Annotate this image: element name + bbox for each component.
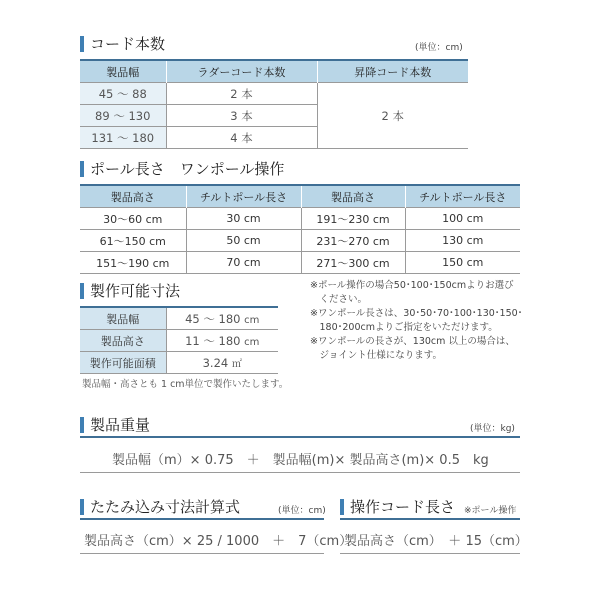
size-section-title — [80, 280, 180, 301]
section-marker-icon — [80, 161, 84, 177]
table-cell: 191～230 cm — [301, 208, 405, 230]
weight-bottom-line — [80, 472, 520, 473]
table-row — [80, 230, 520, 252]
size-value: 45 ～ 180 — [185, 311, 241, 326]
weight-formula: 製品幅（m）× 0.75 ＋ 製品幅(m)× 製品高さ(m)× 0.5 kg — [112, 453, 489, 468]
table-row — [80, 307, 278, 330]
table-cell: 151～190 cm — [80, 252, 186, 274]
header-cell: 製品高さ — [80, 185, 186, 208]
ladder-cell: 3 本 — [166, 105, 317, 127]
table-cell: 100 cm — [405, 208, 520, 230]
header-cell: チルトポール長さ — [186, 185, 301, 208]
table-cell: 231～270 cm — [301, 230, 405, 252]
fold-divider — [80, 518, 324, 520]
width-cell: 89 ～ 130 — [80, 105, 166, 127]
table-row — [80, 208, 520, 230]
cord-title-text: コード本数 — [90, 35, 166, 53]
pole-section-title — [80, 158, 284, 179]
section-marker-icon — [340, 499, 344, 515]
section-marker-icon — [80, 36, 84, 52]
width-cell: 45 ～ 88 — [80, 83, 166, 105]
note-line: 180･200cmよりご指定をいただけます。 — [310, 322, 498, 333]
header-cell: 製品幅 — [80, 60, 166, 83]
table-cell: 70 cm — [186, 252, 301, 274]
weight-divider — [80, 436, 520, 438]
note-line: ※ワンポール長さは、30･50･70･100･130･150･ — [310, 308, 523, 319]
size-title-text: 製作可能寸法 — [90, 282, 181, 300]
table-row — [80, 352, 278, 374]
table-cell: 61～150 cm — [80, 230, 186, 252]
header-cell: 製品高さ — [301, 185, 405, 208]
cordlen-title-text: 操作コード長さ — [350, 498, 456, 516]
size-value-cell — [166, 352, 278, 374]
cordlen-bottom-line — [340, 553, 520, 554]
width-cell: 131 ～ 180 — [80, 127, 166, 149]
cordlen-unit: ※ポール操作 — [464, 506, 517, 516]
table-header-row — [80, 185, 520, 208]
weight-unit: (単位：kg) — [470, 424, 515, 434]
fold-title-text: たたみ込み寸法計算式 — [90, 498, 241, 516]
cordlen-formula: 製品高さ（cm） ＋ 15（cm） — [344, 534, 528, 549]
table-cell: 30～60 cm — [80, 208, 186, 230]
fold-bottom-line — [80, 553, 324, 554]
size-value-cell — [166, 330, 278, 352]
ladder-cell: 4 本 — [166, 127, 317, 149]
cord-section-title — [80, 33, 165, 54]
pole-table — [80, 184, 520, 274]
weight-title-text: 製品重量 — [90, 416, 151, 434]
table-cell: 30 cm — [186, 208, 301, 230]
size-label-cell: 製品幅 — [80, 307, 166, 330]
note-line: ジョイント仕様になります。 — [310, 350, 443, 361]
table-row — [80, 330, 278, 352]
fold-formula: 製品高さ（cm）× 25 / 1000 ＋ 7（cm） — [84, 534, 353, 549]
pole-notes — [310, 279, 540, 363]
lift-cell: 2 本 — [317, 83, 468, 149]
section-marker-icon — [80, 417, 84, 433]
header-cell: チルトポール長さ — [405, 185, 520, 208]
cord-table — [80, 59, 468, 149]
fold-section-title — [80, 496, 240, 517]
table-header-row — [80, 60, 468, 83]
table-cell: 271～300 cm — [301, 252, 405, 274]
size-unit: cm — [244, 336, 260, 348]
fold-unit: (単位：cm) — [278, 506, 326, 516]
size-value: 3.24 — [202, 356, 229, 370]
table-cell: 130 cm — [405, 230, 520, 252]
size-label-cell: 製作可能面積 — [80, 352, 166, 374]
size-unit: ㎡ — [231, 359, 242, 370]
size-label-cell: 製品高さ — [80, 330, 166, 352]
pole-title-text: ポール長さ ワンポール操作 — [90, 160, 285, 178]
weight-section-title — [80, 414, 150, 435]
cordlen-divider — [340, 518, 520, 520]
table-row — [80, 252, 520, 274]
section-marker-icon — [80, 283, 84, 299]
ladder-cell: 2 本 — [166, 83, 317, 105]
note-line: ※ワンポールの長さが、130cm 以上の場合は、 — [310, 336, 515, 347]
table-row — [80, 83, 468, 105]
size-table — [80, 306, 278, 374]
table-cell: 150 cm — [405, 252, 520, 274]
header-cell: ラダーコード本数 — [166, 60, 317, 83]
size-note: 製品幅・高さとも 1 cm単位で製作いたします。 — [82, 379, 289, 390]
header-cell: 昇降コード本数 — [317, 60, 468, 83]
note-line: ※ポール操作の場合50･100･150cmよりお選び — [310, 280, 514, 291]
size-value: 11 ～ 180 — [185, 333, 241, 348]
cord-unit: (単位：cm) — [415, 43, 463, 53]
size-unit: cm — [244, 314, 260, 326]
size-value-cell — [166, 307, 278, 330]
note-line: ください。 — [310, 294, 368, 305]
table-cell: 50 cm — [186, 230, 301, 252]
cordlen-section-title — [340, 496, 455, 517]
section-marker-icon — [80, 499, 84, 515]
